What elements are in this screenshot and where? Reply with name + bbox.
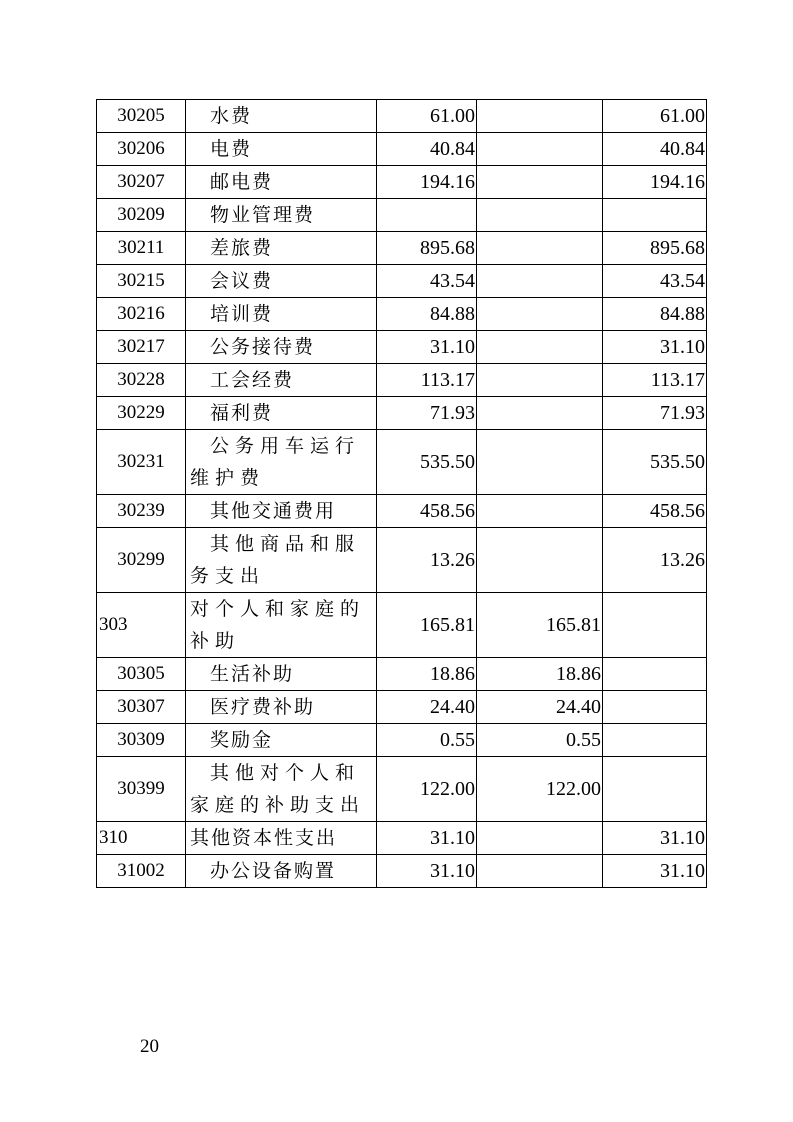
- amount-total: 31.10: [377, 331, 477, 364]
- amount-basic: 0.55: [477, 724, 603, 757]
- amount-project: 84.88: [603, 298, 707, 331]
- amount-basic: [477, 265, 603, 298]
- item-name: 会议费: [186, 265, 377, 298]
- amount-total: [377, 199, 477, 232]
- amount-project: 31.10: [603, 331, 707, 364]
- item-name: 其他资本性支出: [186, 822, 377, 855]
- amount-project: 535.50: [603, 430, 707, 495]
- item-name: 差旅费: [186, 232, 377, 265]
- item-code: 30229: [97, 397, 186, 430]
- amount-basic: [477, 528, 603, 593]
- amount-project: 113.17: [603, 364, 707, 397]
- amount-total: 458.56: [377, 495, 477, 528]
- amount-project: 40.84: [603, 133, 707, 166]
- amount-project: 895.68: [603, 232, 707, 265]
- item-code: 30399: [97, 757, 186, 822]
- amount-basic: 165.81: [477, 593, 603, 658]
- amount-project: 194.16: [603, 166, 707, 199]
- table-row: [97, 822, 707, 855]
- item-code: 30211: [97, 232, 186, 265]
- page-number: 20: [140, 1036, 159, 1057]
- table-row: [97, 430, 707, 495]
- amount-project: [603, 691, 707, 724]
- item-code: 303: [97, 593, 186, 658]
- item-name: 其他对个人和家庭的补助支出: [186, 757, 377, 822]
- amount-basic: [477, 495, 603, 528]
- table-row: [97, 397, 707, 430]
- amount-total: 194.16: [377, 166, 477, 199]
- amount-total: 61.00: [377, 100, 477, 133]
- table-row: [97, 232, 707, 265]
- amount-total: 535.50: [377, 430, 477, 495]
- item-code: 30217: [97, 331, 186, 364]
- amount-project: 458.56: [603, 495, 707, 528]
- amount-total: 122.00: [377, 757, 477, 822]
- amount-total: 165.81: [377, 593, 477, 658]
- expenditure-table: [96, 99, 707, 888]
- amount-total: 84.88: [377, 298, 477, 331]
- table-row: [97, 658, 707, 691]
- amount-project: [603, 757, 707, 822]
- amount-basic: 18.86: [477, 658, 603, 691]
- table-row: [97, 100, 707, 133]
- item-code: 30205: [97, 100, 186, 133]
- amount-project: 31.10: [603, 855, 707, 888]
- item-code: 30299: [97, 528, 186, 593]
- amount-basic: 122.00: [477, 757, 603, 822]
- item-name: 奖励金: [186, 724, 377, 757]
- amount-total: 71.93: [377, 397, 477, 430]
- table-row: [97, 265, 707, 298]
- amount-project: [603, 724, 707, 757]
- amount-total: 43.54: [377, 265, 477, 298]
- amount-total: 0.55: [377, 724, 477, 757]
- amount-project: 71.93: [603, 397, 707, 430]
- amount-project: 13.26: [603, 528, 707, 593]
- item-name: 医疗费补助: [186, 691, 377, 724]
- item-code: 30231: [97, 430, 186, 495]
- amount-total: 113.17: [377, 364, 477, 397]
- amount-total: 18.86: [377, 658, 477, 691]
- item-code: 30209: [97, 199, 186, 232]
- item-name: 办公设备购置: [186, 855, 377, 888]
- item-name: 电费: [186, 133, 377, 166]
- item-code: 30309: [97, 724, 186, 757]
- item-code: 30228: [97, 364, 186, 397]
- table-row: [97, 495, 707, 528]
- amount-project: 31.10: [603, 822, 707, 855]
- item-name: 福利费: [186, 397, 377, 430]
- amount-project: 61.00: [603, 100, 707, 133]
- table-row: [97, 298, 707, 331]
- item-code: 30305: [97, 658, 186, 691]
- item-name: 工会经费: [186, 364, 377, 397]
- amount-basic: 24.40: [477, 691, 603, 724]
- item-code: 30207: [97, 166, 186, 199]
- item-code: 30216: [97, 298, 186, 331]
- amount-basic: [477, 364, 603, 397]
- item-name: 物业管理费: [186, 199, 377, 232]
- item-name: 邮电费: [186, 166, 377, 199]
- amount-total: 31.10: [377, 855, 477, 888]
- item-code: 30239: [97, 495, 186, 528]
- amount-basic: [477, 298, 603, 331]
- table-row: [97, 166, 707, 199]
- amount-basic: [477, 133, 603, 166]
- amount-basic: [477, 166, 603, 199]
- table-row: [97, 855, 707, 888]
- amount-basic: [477, 232, 603, 265]
- table-row: [97, 724, 707, 757]
- table-row: [97, 528, 707, 593]
- item-name: 生活补助: [186, 658, 377, 691]
- table-row: [97, 133, 707, 166]
- item-code: 31002: [97, 855, 186, 888]
- amount-basic: [477, 822, 603, 855]
- item-code: 30307: [97, 691, 186, 724]
- amount-total: 895.68: [377, 232, 477, 265]
- amount-basic: [477, 331, 603, 364]
- amount-total: 13.26: [377, 528, 477, 593]
- amount-basic: [477, 855, 603, 888]
- item-code: 30215: [97, 265, 186, 298]
- amount-total: 24.40: [377, 691, 477, 724]
- amount-basic: [477, 397, 603, 430]
- amount-project: 43.54: [603, 265, 707, 298]
- amount-project: [603, 199, 707, 232]
- item-name: 公务接待费: [186, 331, 377, 364]
- item-name: 培训费: [186, 298, 377, 331]
- amount-basic: [477, 100, 603, 133]
- table-row: [97, 364, 707, 397]
- table-row: [97, 757, 707, 822]
- table-row: [97, 691, 707, 724]
- item-name: 水费: [186, 100, 377, 133]
- item-name: 对个人和家庭的补助: [186, 593, 377, 658]
- item-code: 30206: [97, 133, 186, 166]
- table-row: [97, 593, 707, 658]
- amount-basic: [477, 430, 603, 495]
- amount-total: 31.10: [377, 822, 477, 855]
- table-row: [97, 331, 707, 364]
- item-name: 其他商品和服务支出: [186, 528, 377, 593]
- amount-project: [603, 658, 707, 691]
- amount-total: 40.84: [377, 133, 477, 166]
- amount-basic: [477, 199, 603, 232]
- item-name: 公务用车运行维护费: [186, 430, 377, 495]
- table-row: [97, 199, 707, 232]
- amount-project: [603, 593, 707, 658]
- item-name: 其他交通费用: [186, 495, 377, 528]
- item-code: 310: [97, 822, 186, 855]
